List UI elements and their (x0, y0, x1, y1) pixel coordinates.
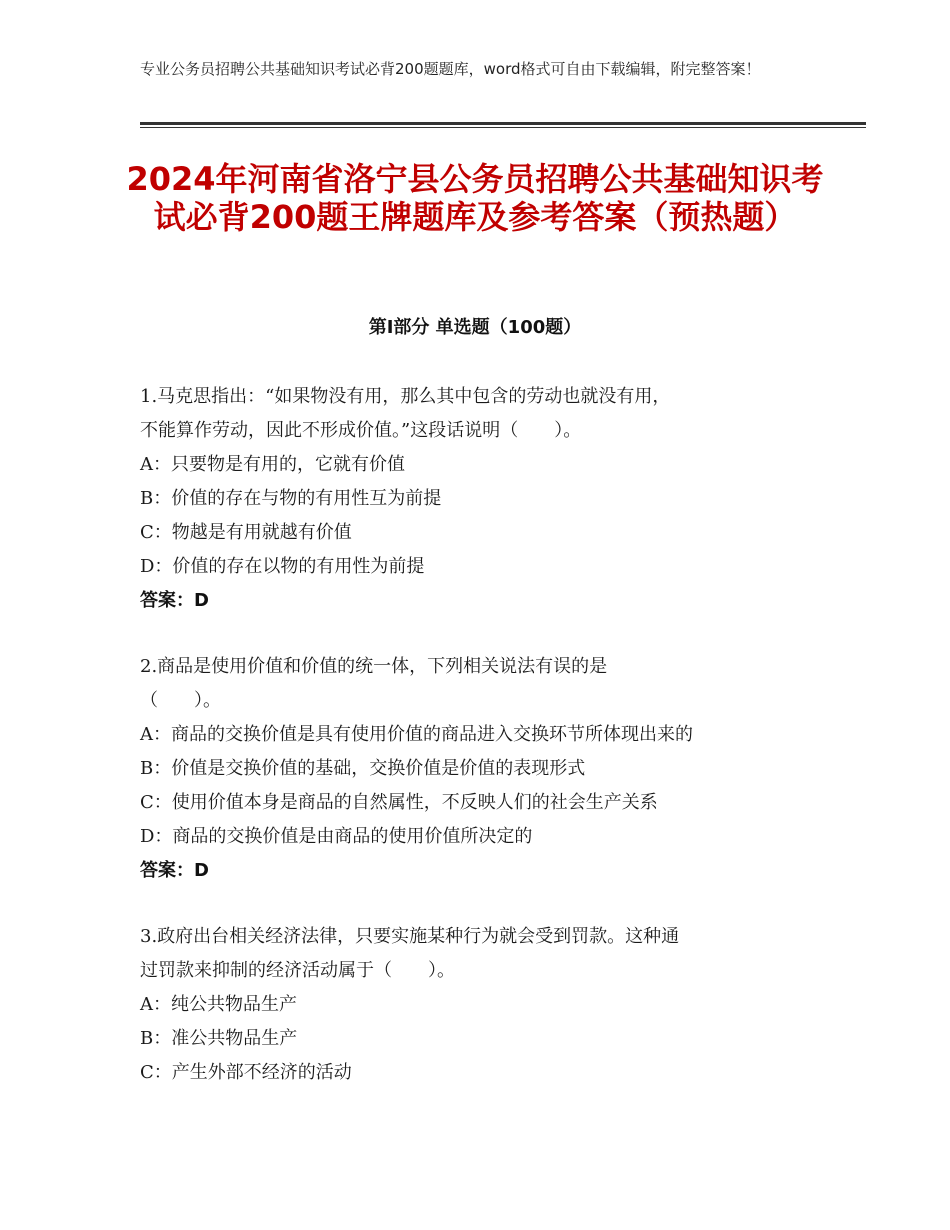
question-stem-line: 不能算作劳动，因此不形成价值。”这段话说明（ ）。 (140, 420, 582, 441)
question-stem-line: 3.政府出台相关经济法律，只要实施某种行为就会受到罚款。这种通 (140, 926, 680, 947)
option-b: B：价值的存在与物的有用性互为前提 (140, 488, 442, 509)
option-a: A：只要物是有用的，它就有价值 (140, 454, 405, 475)
option-b: B：价值是交换价值的基础，交换价值是价值的表现形式 (140, 758, 586, 779)
header-divider-thin (140, 127, 866, 128)
question-stem-line: 2.商品是使用价值和价值的统一体，下列相关说法有误的是 (140, 656, 608, 677)
question-2 (140, 650, 820, 888)
option-c: C：物越是有用就越有价值 (140, 522, 352, 543)
question-3 (140, 920, 820, 1090)
question-1 (140, 380, 820, 618)
section-title: 第I部分 单选题（100题） (368, 317, 582, 338)
option-a: A：商品的交换价值是具有使用价值的商品进入交换环节所体现出来的 (140, 724, 693, 745)
header-divider-thick (140, 122, 866, 125)
question-stem-line: （ ）。 (140, 690, 221, 711)
option-b: B：准公共物品生产 (140, 1028, 298, 1049)
question-stem-line: 1.马克思指出：“如果物没有用，那么其中包含的劳动也就没有用， (140, 386, 671, 407)
document-title: 2024年河南省洛宁县公务员招聘公共基础知识考试必背200题王牌题库及参考答案（预热题） (126, 160, 824, 236)
option-c: C：产生外部不经济的活动 (140, 1062, 352, 1083)
option-d: D：价值的存在以物的有用性为前提 (140, 556, 425, 577)
answer-label: 答案：D (140, 590, 209, 611)
option-d: D：商品的交换价值是由商品的使用价值所决定的 (140, 826, 533, 847)
answer-label: 答案：D (140, 860, 209, 881)
question-stem-line: 过罚款来抑制的经济活动属于（ ）。 (140, 960, 455, 981)
option-c: C：使用价值本身是商品的自然属性，不反映人们的社会生产关系 (140, 792, 658, 813)
header-note: 专业公务员招聘公共基础知识考试必背200题题库，word格式可自由下载编辑，附完整答案！ (140, 60, 761, 78)
question-list (140, 380, 820, 1122)
option-a: A：纯公共物品生产 (140, 994, 297, 1015)
